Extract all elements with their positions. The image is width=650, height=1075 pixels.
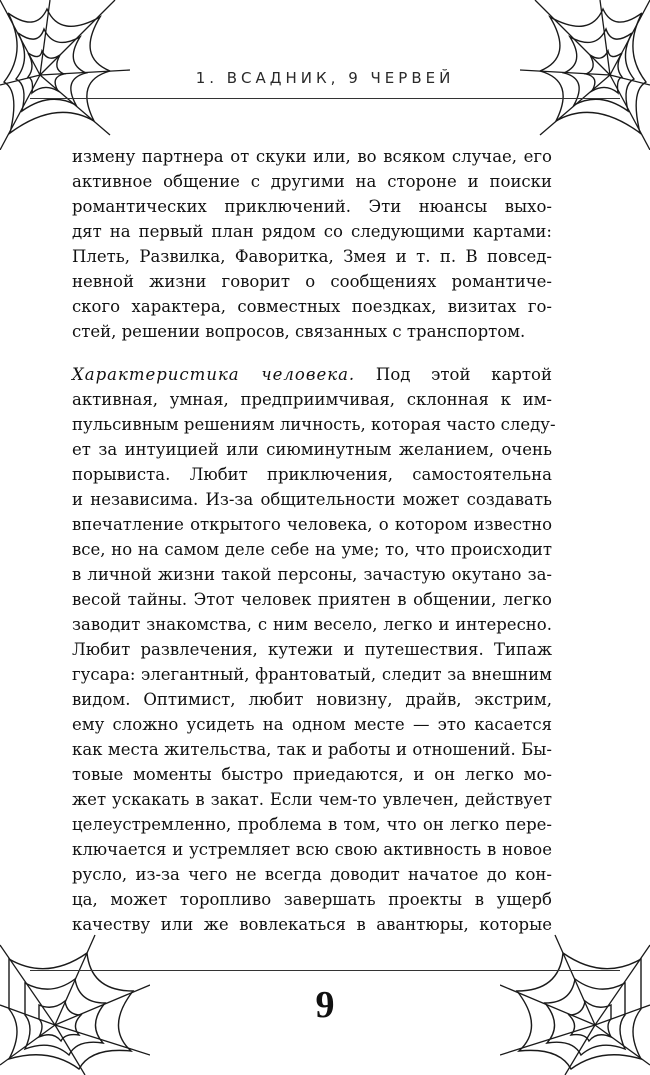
text-line: невной жизни говорит о сообщениях романтиче- (72, 272, 552, 291)
paragraph (72, 144, 552, 344)
body-text (72, 144, 556, 937)
text-line: активное общение с другими на стороне и поиски (72, 172, 552, 191)
text-line: впечатление открытого человека, о котором известно (72, 515, 552, 534)
text-line: ему сложно усидеть на одном месте — это касается (72, 715, 552, 734)
text-line: весой тайны. Этот человек приятен в общении, легко (72, 590, 552, 609)
text-line (72, 362, 552, 387)
text-line: пульсивным решениям личность, которая часто следу- (72, 415, 556, 434)
text-line: все, но на самом деле себе на уме; то, что происходит (72, 540, 552, 559)
text-line: видом. Оптимист, любит новизну, драйв, экстрим, (72, 690, 552, 709)
text-line: ключается и устремляет всю свою активность в новое (72, 840, 552, 859)
text-line: жет ускакать в закат. Если чем-то увлечен, действует (72, 790, 552, 809)
text-line: как места жительства, так и работы и отношений. Бы- (72, 740, 552, 759)
text-line: Любит развлечения, кутежи и путешествия. Типаж (72, 640, 552, 659)
text-line-rest: Под этой картой (355, 365, 552, 384)
text-line: и независима. Из-за общительности может создавать (72, 490, 552, 509)
text-line: качеству или же вовлекаться в авантюры, которые (72, 915, 552, 934)
text-line: ского характера, совместных поездках, визитах го- (72, 297, 552, 316)
paragraph (72, 362, 556, 937)
text-line: заводит знакомства, с ним весело, легко и интересно. (72, 615, 552, 634)
text-line: Плеть, Развилка, Фаворитка, Змея и т. п. В повсед- (72, 247, 552, 266)
paragraph-gap (72, 344, 552, 362)
section-heading: Характеристика человека. (72, 365, 356, 384)
text-line: измену партнера от скуки или, во всяком случае, его (72, 147, 552, 166)
text-line: целеустремленно, проблема в том, что он легко пере- (72, 815, 552, 834)
text-line: в личной жизни такой персоны, зачастую окутано за- (72, 565, 552, 584)
text-line: романтических приключений. Эти нюансы выхо- (72, 197, 552, 216)
running-head: 1. ВСАДНИК, 9 ЧЕРВЕЙ (195, 69, 455, 87)
footer-rule (30, 970, 620, 971)
text-line: ца, может торопливо завершать проекты в ущерб (72, 890, 552, 909)
text-line: товые моменты быстро приедаются, и он легко мо- (72, 765, 552, 784)
text-line: порывиста. Любит приключения, самостоятельна (72, 465, 552, 484)
text-line: ет за интуицией или сиюминутным желанием, очень (72, 440, 552, 459)
text-line: дят на первый план рядом со следующими картами: (72, 222, 552, 241)
text-line: гусара: элегантный, франтоватый, следит за внешним (72, 665, 552, 684)
text-line: стей, решении вопросов, связанных с транспортом. (72, 322, 526, 341)
header-rule (30, 98, 620, 99)
text-line: активная, умная, предприимчивая, склонная к им- (72, 390, 552, 409)
page-number: 9 (315, 984, 335, 1026)
text-line: русло, из-за чего не всегда доводит начатое до кон- (72, 865, 552, 884)
